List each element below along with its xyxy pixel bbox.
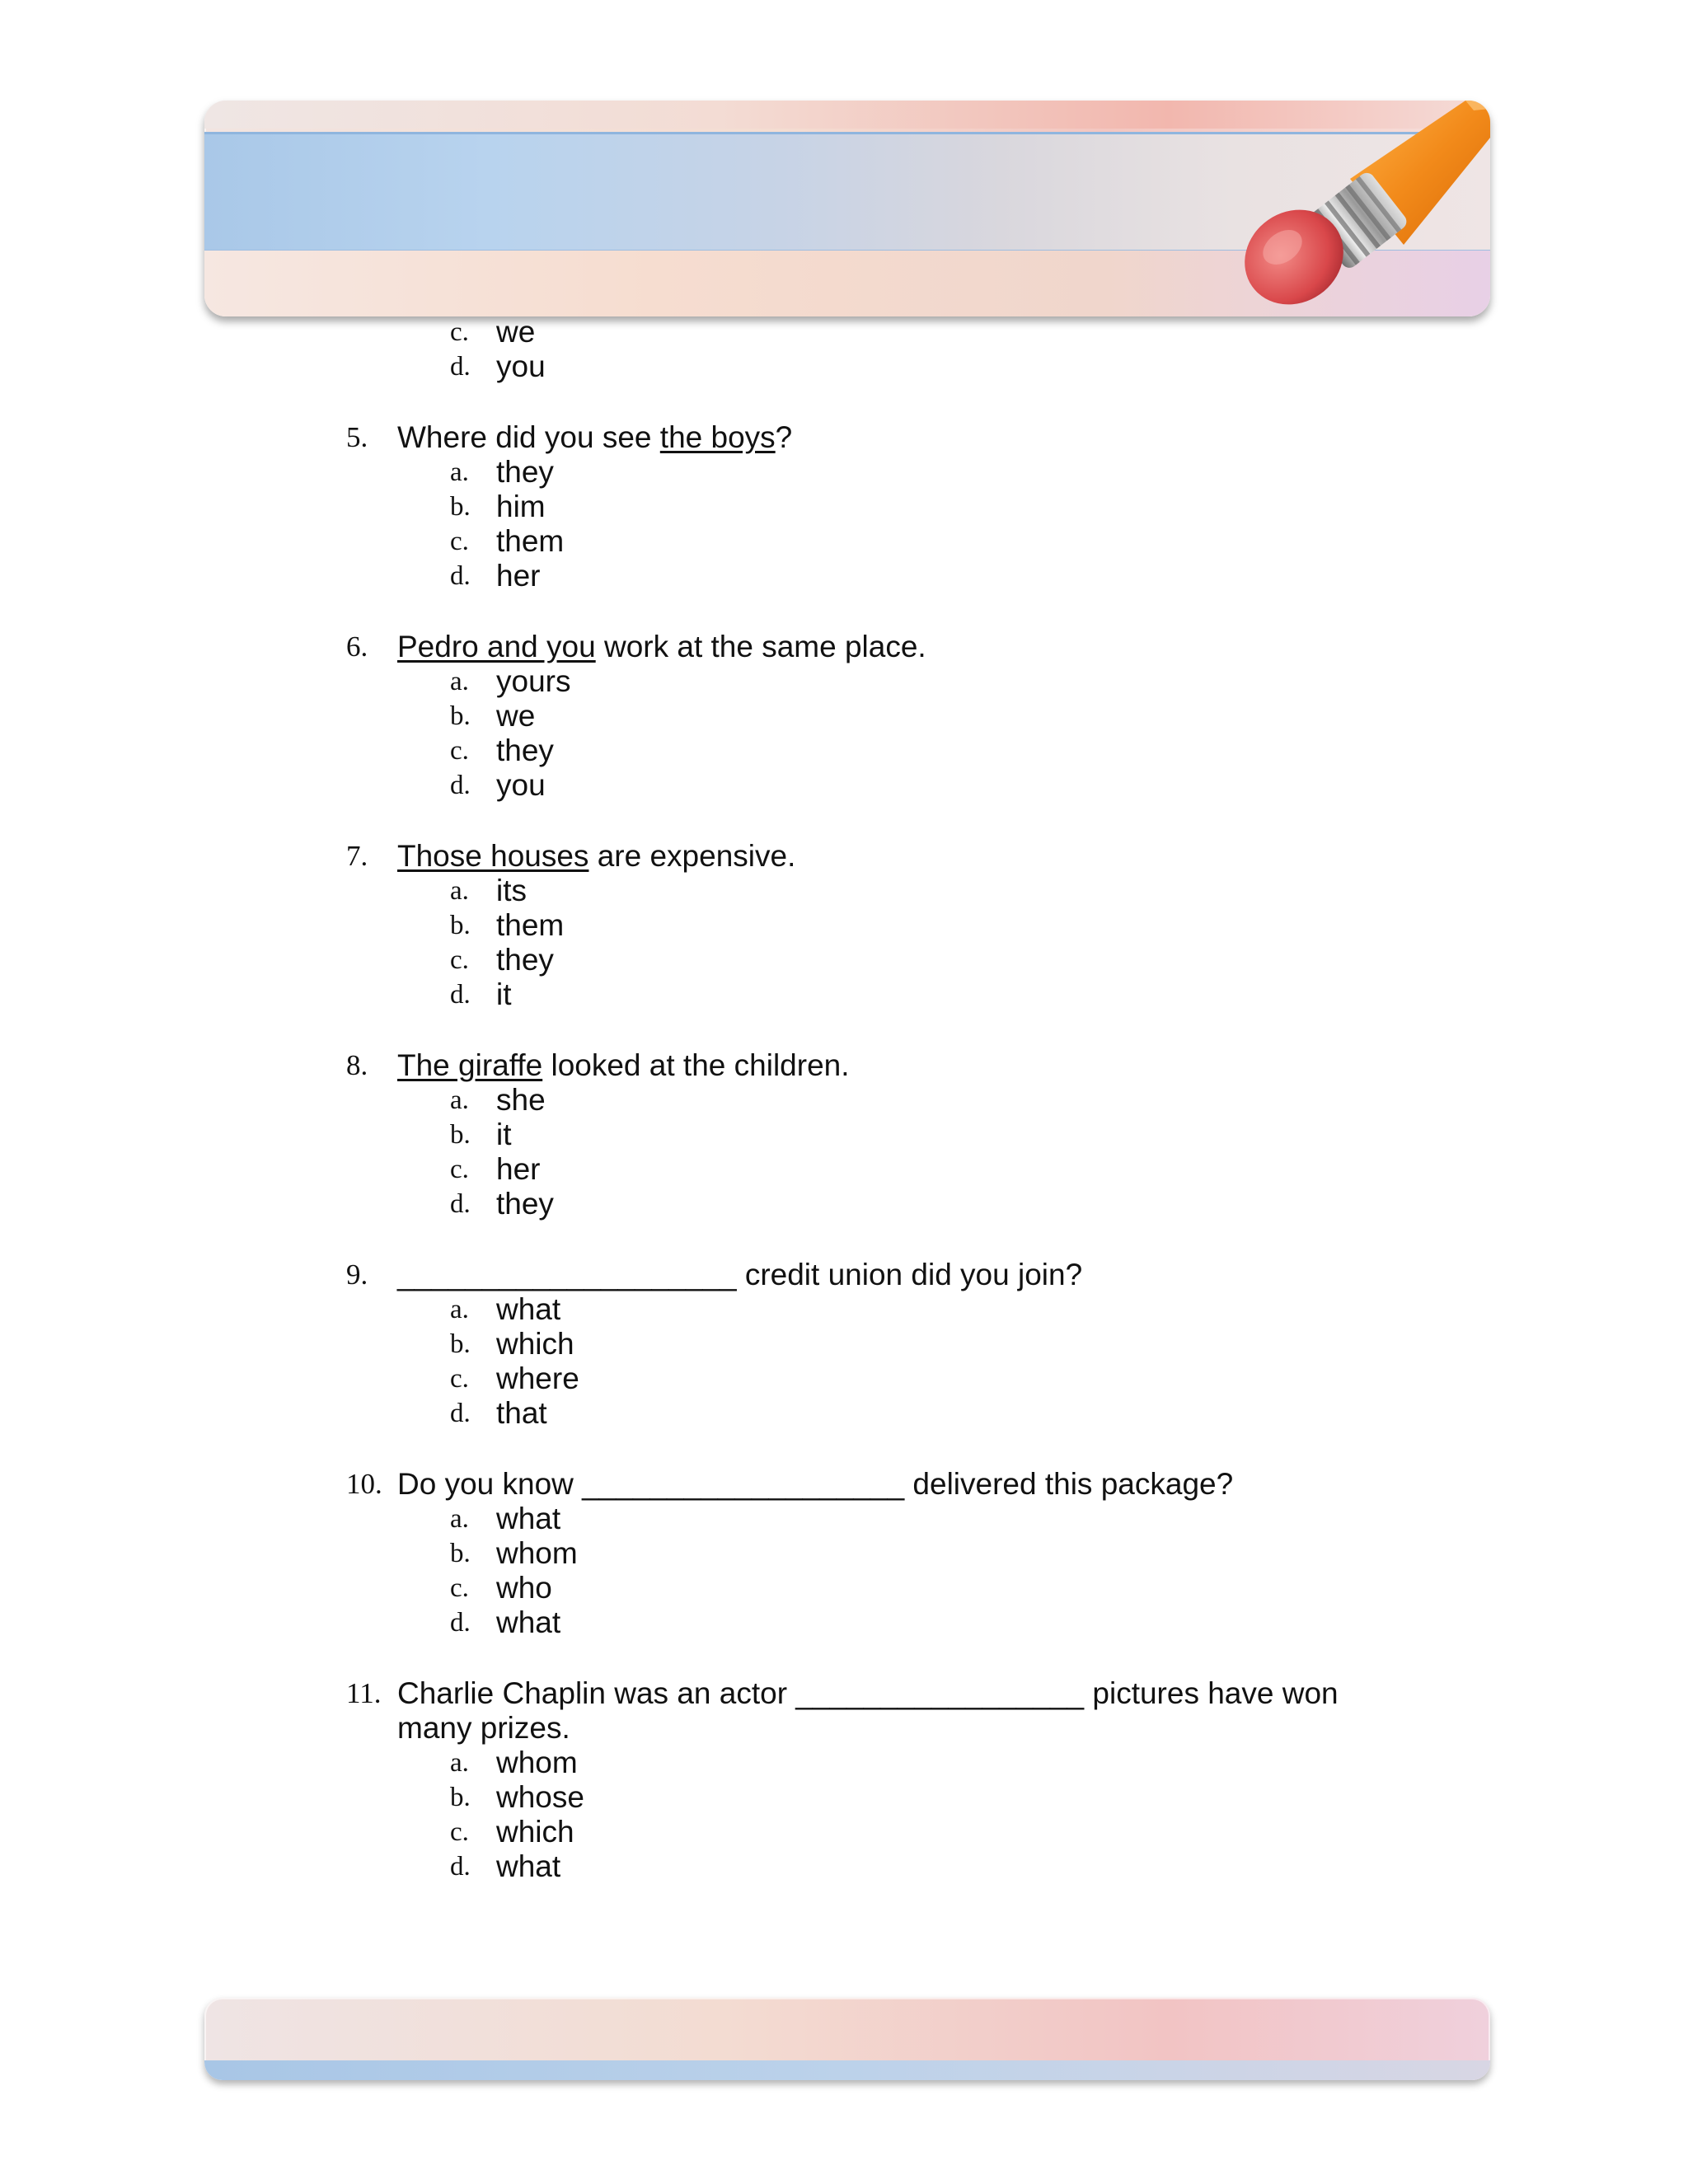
option-letter: d. <box>450 771 471 800</box>
question-stem: Do you know ___________________ delivered this package? <box>397 1467 1234 1501</box>
header-banner <box>204 101 1490 316</box>
option-letter: b. <box>450 1120 471 1150</box>
option-letter: d. <box>450 980 471 1010</box>
question-stem: Charlie Chaplin was an actor _________________ pictures have won many prizes. <box>397 1676 1339 1745</box>
stem-underlined-text: Pedro and you <box>397 630 596 663</box>
option-letter: b. <box>450 1539 471 1568</box>
option-text: them <box>496 524 565 558</box>
option-letter: b. <box>450 701 471 731</box>
pencil-eraser-icon <box>1193 101 1490 316</box>
question-stem <box>397 1048 1428 1083</box>
option-text: they <box>496 943 554 977</box>
option-text: who <box>496 1571 552 1605</box>
question-stem: ____________________ credit union did you join? <box>397 1258 1083 1291</box>
option-text: her <box>496 559 541 593</box>
footer-banner <box>204 1998 1490 2080</box>
question-number: 6. <box>346 630 368 663</box>
option-text: its <box>496 874 527 907</box>
option-letter: a. <box>450 667 469 696</box>
option-text: she <box>496 1083 546 1117</box>
question-number: 11. <box>346 1677 382 1709</box>
stem-text: work at the same place. <box>595 630 926 663</box>
option-letter: a. <box>450 1748 469 1778</box>
question-number: 7. <box>346 840 368 872</box>
option-text: whose <box>496 1780 584 1814</box>
option-text: which <box>496 1327 574 1361</box>
option-letter: a. <box>450 876 469 906</box>
option-letter: d. <box>450 1608 471 1638</box>
option-text: we <box>496 699 536 733</box>
option-letter: c. <box>450 736 469 766</box>
option-letter: a. <box>450 1504 469 1534</box>
question-stem <box>397 630 1428 664</box>
option-text: what <box>496 1502 561 1535</box>
option-letter: a. <box>450 457 469 487</box>
option-text: you <box>496 768 546 802</box>
option-text: we <box>496 315 536 349</box>
footer-blue-line <box>204 2060 1490 2080</box>
option-letter: c. <box>450 317 469 347</box>
question-number: 8. <box>346 1049 368 1081</box>
option-text: it <box>496 977 512 1011</box>
option-text: which <box>496 1815 574 1849</box>
stem-underlined-text: The giraffe <box>397 1048 543 1082</box>
option-letter: d. <box>450 1399 471 1428</box>
option-letter: a. <box>450 1085 469 1115</box>
question-stem <box>397 420 1428 455</box>
option-text: whom <box>496 1746 578 1779</box>
question-number: 10. <box>346 1468 382 1500</box>
option-text: what <box>496 1605 561 1639</box>
option-letter: c. <box>450 1817 469 1847</box>
option-text: him <box>496 490 546 523</box>
option-letter: d. <box>450 1852 471 1882</box>
option-letter: c. <box>450 945 469 975</box>
stem-text: Where did you see <box>397 420 660 454</box>
question-number: 5. <box>346 421 368 453</box>
option-letter: c. <box>450 527 469 556</box>
option-text: yours <box>496 664 571 698</box>
option-letter: b. <box>450 1783 471 1812</box>
stem-underlined-text: Those houses <box>397 839 589 873</box>
option-text: you <box>496 349 546 383</box>
option-letter: a. <box>450 1295 469 1324</box>
option-letter: d. <box>450 1189 471 1219</box>
option-text: that <box>496 1396 547 1430</box>
option-text: them <box>496 908 565 942</box>
option-letter: b. <box>450 911 471 940</box>
option-text: they <box>496 1187 554 1221</box>
option-text: whom <box>496 1536 578 1570</box>
option-text: her <box>496 1152 541 1186</box>
option-text: they <box>496 733 554 767</box>
option-letter: d. <box>450 352 471 382</box>
option-text: where <box>496 1361 579 1395</box>
question-number: 9. <box>346 1258 368 1291</box>
option-letter: d. <box>450 561 471 591</box>
option-letter: c. <box>450 1573 469 1603</box>
option-text: it <box>496 1118 512 1151</box>
option-text: what <box>496 1849 561 1883</box>
stem-underlined-text: the boys <box>659 420 776 454</box>
stem-text: are expensive. <box>588 839 796 873</box>
question-stem <box>397 839 1428 874</box>
stem-text: ? <box>775 420 793 454</box>
option-text: they <box>496 455 554 489</box>
stem-text: looked at the children. <box>542 1048 850 1082</box>
option-text: what <box>496 1292 561 1326</box>
option-letter: c. <box>450 1155 469 1184</box>
option-letter: b. <box>450 1329 471 1359</box>
option-letter: c. <box>450 1364 469 1394</box>
option-letter: b. <box>450 492 471 522</box>
